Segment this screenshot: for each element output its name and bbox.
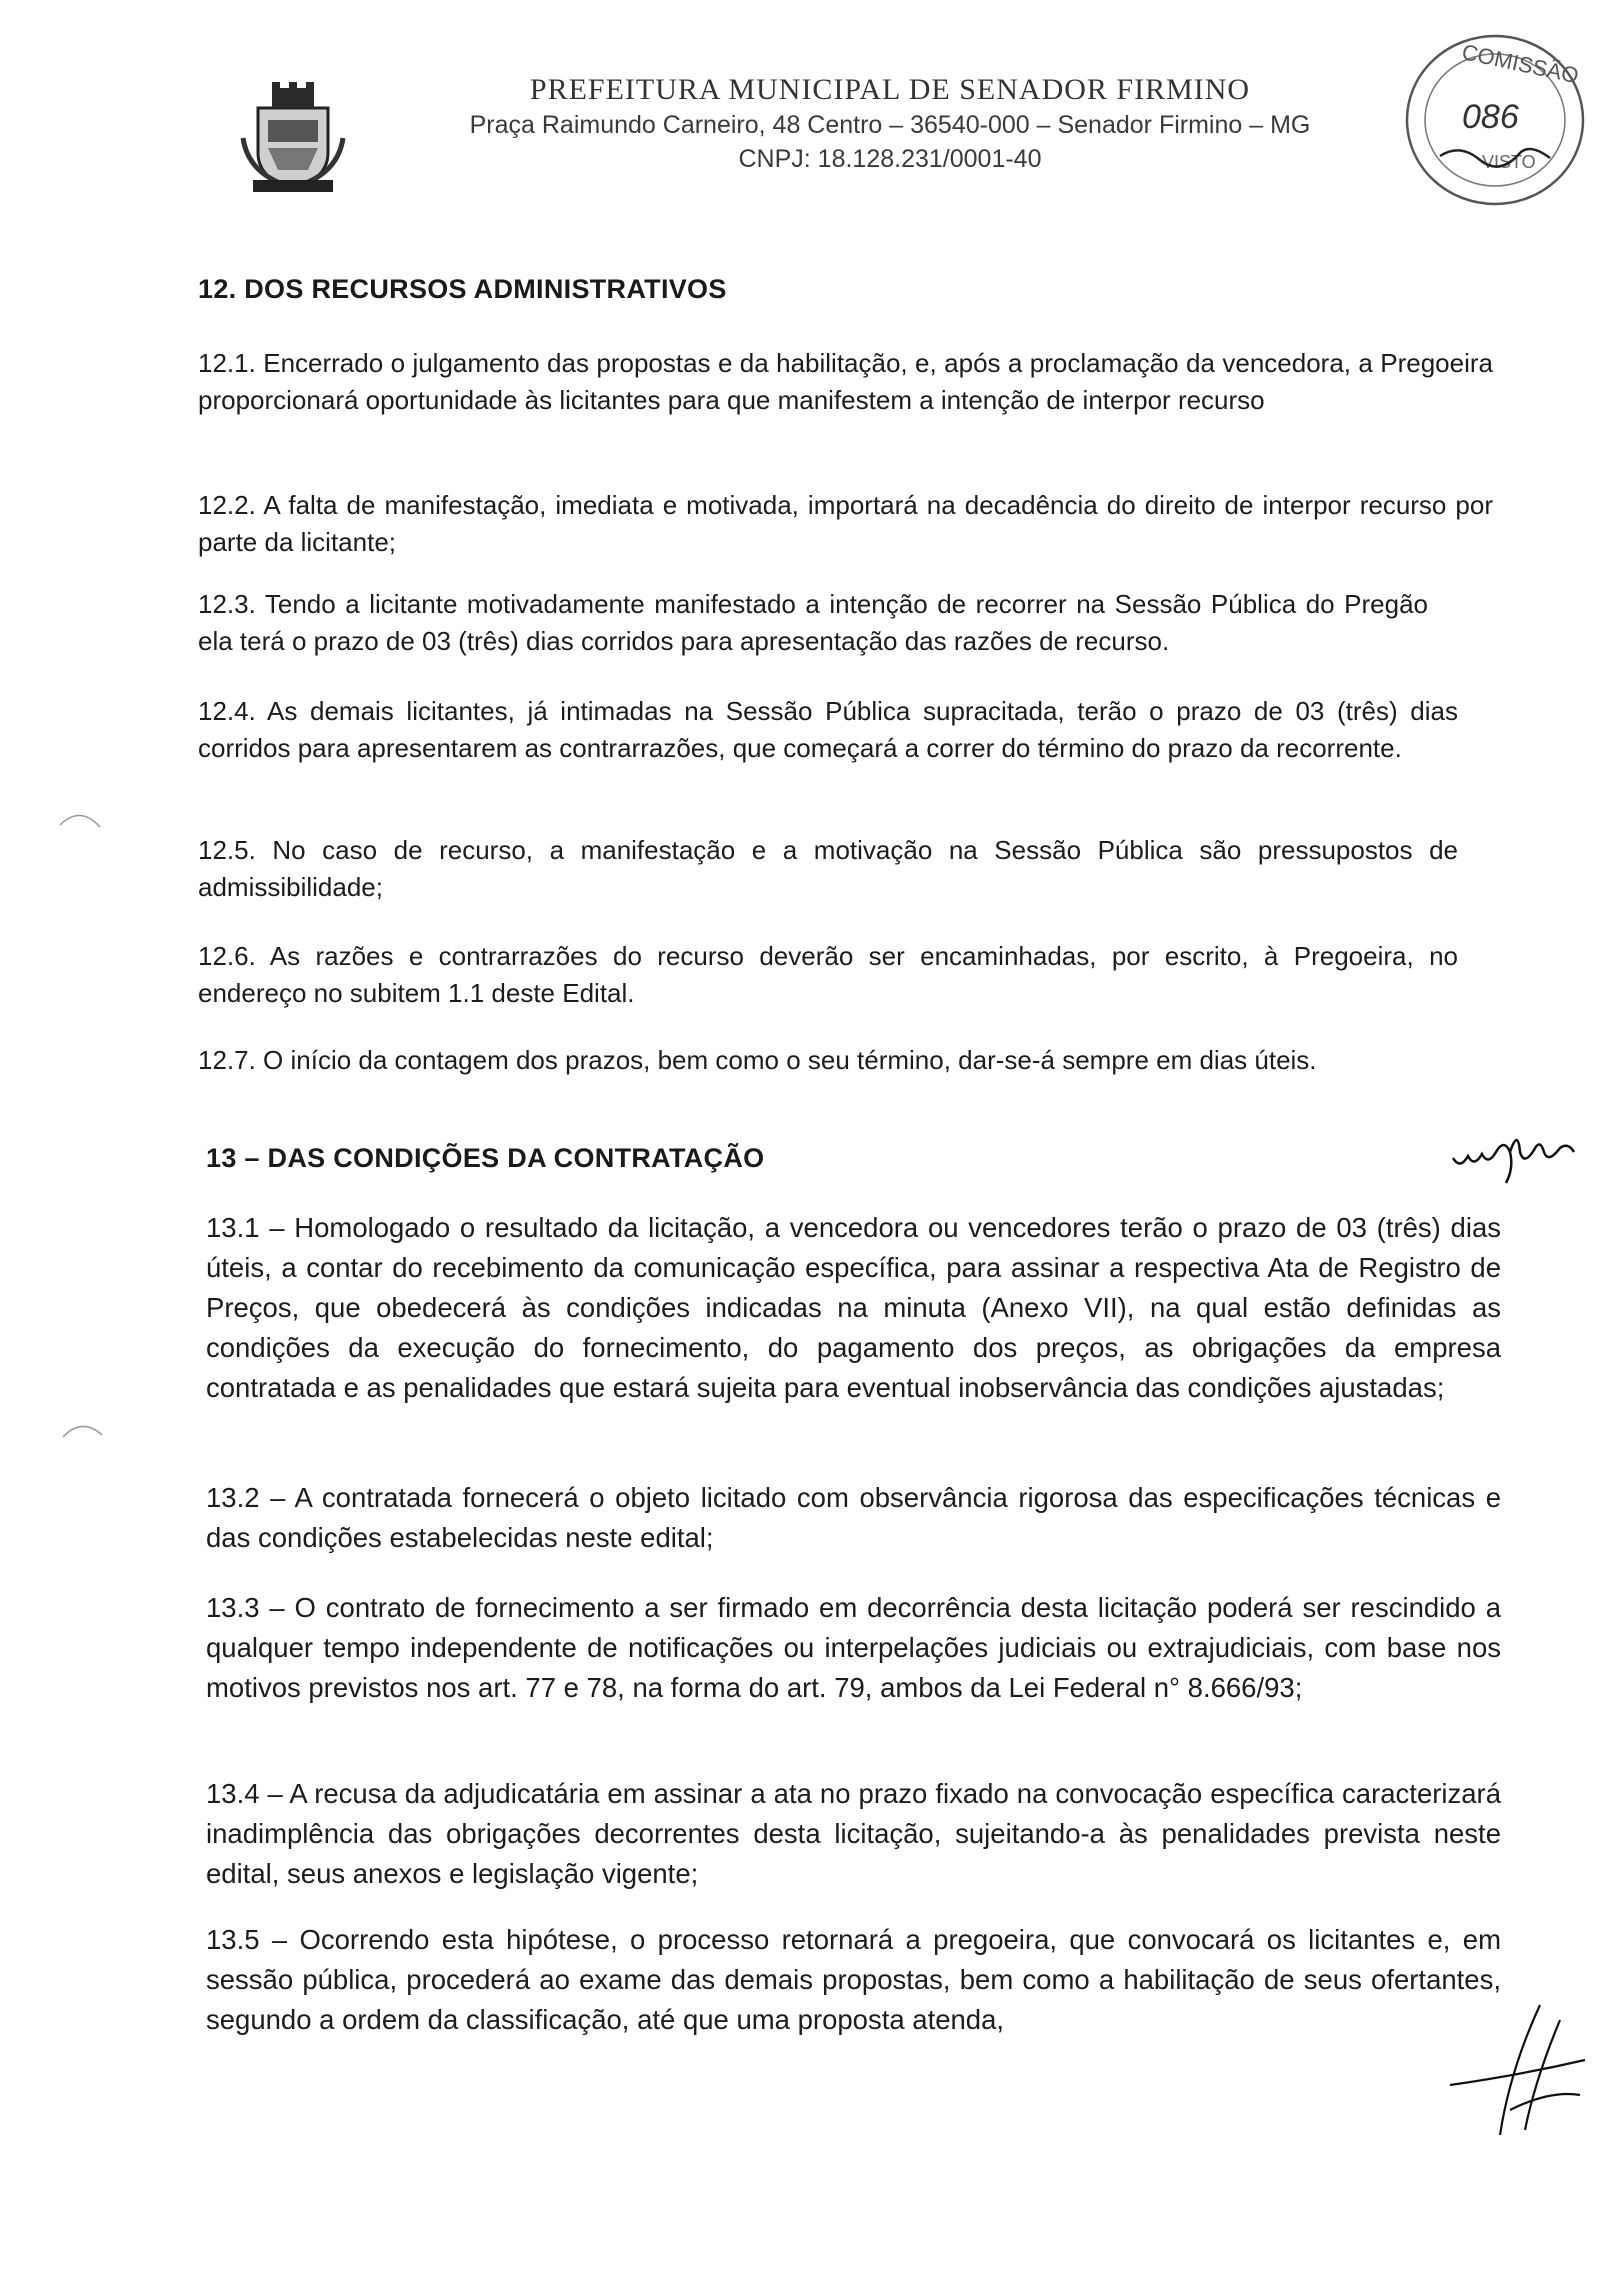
letterhead-title: PREFEITURA MUNICIPAL DE SENADOR FIRMINO	[529, 73, 1251, 106]
section-12-heading: 12. DOS RECURSOS ADMINISTRATIVOS	[198, 274, 727, 304]
scan-mark	[55, 805, 105, 835]
margin-signature	[1448, 1108, 1578, 1188]
letterhead-cnpj: CNPJ: 18.128.231/0001-40	[738, 145, 1042, 173]
scan-mark	[60, 1417, 105, 1442]
paragraph-12-2: 12.2. A falta de manifestação, imediata e motivada, importará na decadência do direito de interpor recurso por parte da licitante;	[198, 490, 1493, 557]
municipal-crest-icon	[238, 78, 348, 196]
paragraph-12-6: 12.6. As razões e contrarrazões do recurso deverão ser encaminhadas, por escrito, à Pregoeira, no endereço no subitem 1.1 deste Edital.	[198, 941, 1458, 1008]
page-signature	[1440, 2000, 1590, 2140]
paragraph-13-3: 13.3 – O contrato de fornecimento a ser firmado em decorrência desta licitação poderá ser rescindido a qualquer tempo independente de notificações ou interpelações judiciais ou extrajudiciais, com base nos motivos previstos nos art. 77 e 78, na forma do art. 79, ambos da Lei Federal n° 8.666/93;	[206, 1592, 1501, 1703]
stamp-number: 086	[1462, 98, 1519, 136]
paragraph-13-5: 13.5 – Ocorrendo esta hipótese, o processo retornará a pregoeira, que convocará os licitantes e, em sessão pública, procederá ao exame das demais propostas, bem como a habilitação de seus ofertantes, segundo a ordem da classificação, até que uma proposta atenda,	[206, 1924, 1501, 2035]
commission-stamp	[1400, 28, 1590, 208]
paragraph-13-2: 13.2 – A contratada fornecerá o objeto licitado com observância rigorosa das especificações técnicas e das condições estabelecidas neste edital;	[206, 1482, 1501, 1553]
paragraph-12-3: 12.3. Tendo a licitante motivadamente manifestado a intenção de recorrer na Sessão Pública do Pregão ela terá o prazo de 03 (três) dias corridos para apresentação das razões de recurso.	[198, 589, 1428, 656]
paragraph-13-4: 13.4 – A recusa da adjudicatária em assinar a ata no prazo fixado na convocação específica caracterizará inadimplência das obrigações decorrentes desta licitação, sujeitando-a às penalidades prevista neste edital, seus anexos e legislação vigente;	[206, 1778, 1501, 1889]
paragraph-12-4: 12.4. As demais licitantes, já intimadas na Sessão Pública supracitada, terão o prazo de 03 (três) dias corridos para apresentarem as contrarrazões, que começará a correr do término do prazo da recorrente.	[198, 696, 1458, 763]
stamp-visto: VISTO	[1482, 152, 1536, 172]
letterhead-address: Praça Raimundo Carneiro, 48 Centro – 36540-000 – Senador Firmino – MG	[469, 111, 1311, 139]
paragraph-12-5: 12.5. No caso de recurso, a manifestação e a motivação na Sessão Pública são pressupostos de admissibilidade;	[198, 835, 1458, 902]
section-13-heading: 13 – DAS CONDIÇÕES DA CONTRATAÇÃO	[206, 1143, 765, 1173]
letterhead	[380, 72, 1400, 176]
paragraph-13-1: 13.1 – Homologado o resultado da licitação, a vencedora ou vencedores terão o prazo de 03 (três) dias úteis, a contar do recebimento da comunicação específica, para assinar a respectiva Ata de Registro de Preços, que obedecerá às condições indicadas na minuta (Anexo VII), na qual estão definidas as condições da execução do fornecimento, do pagamento dos preços, as obrigações da empresa contratada e as penalidades que estará sujeita para eventual inobservância das condições ajustadas;	[206, 1212, 1501, 1403]
paragraph-12-1: 12.1. Encerrado o julgamento das propostas e da habilitação, e, após a proclamação da vencedora, a Pregoeira proporcionará oportunidade às licitantes para que manifestem a intenção de interpor recurso	[198, 348, 1493, 415]
stamp-label: COMISSÃO	[1459, 39, 1581, 89]
paragraph-12-7: 12.7. O início da contagem dos prazos, bem como o seu término, dar-se-á sempre em dias úteis.	[198, 1045, 1317, 1075]
